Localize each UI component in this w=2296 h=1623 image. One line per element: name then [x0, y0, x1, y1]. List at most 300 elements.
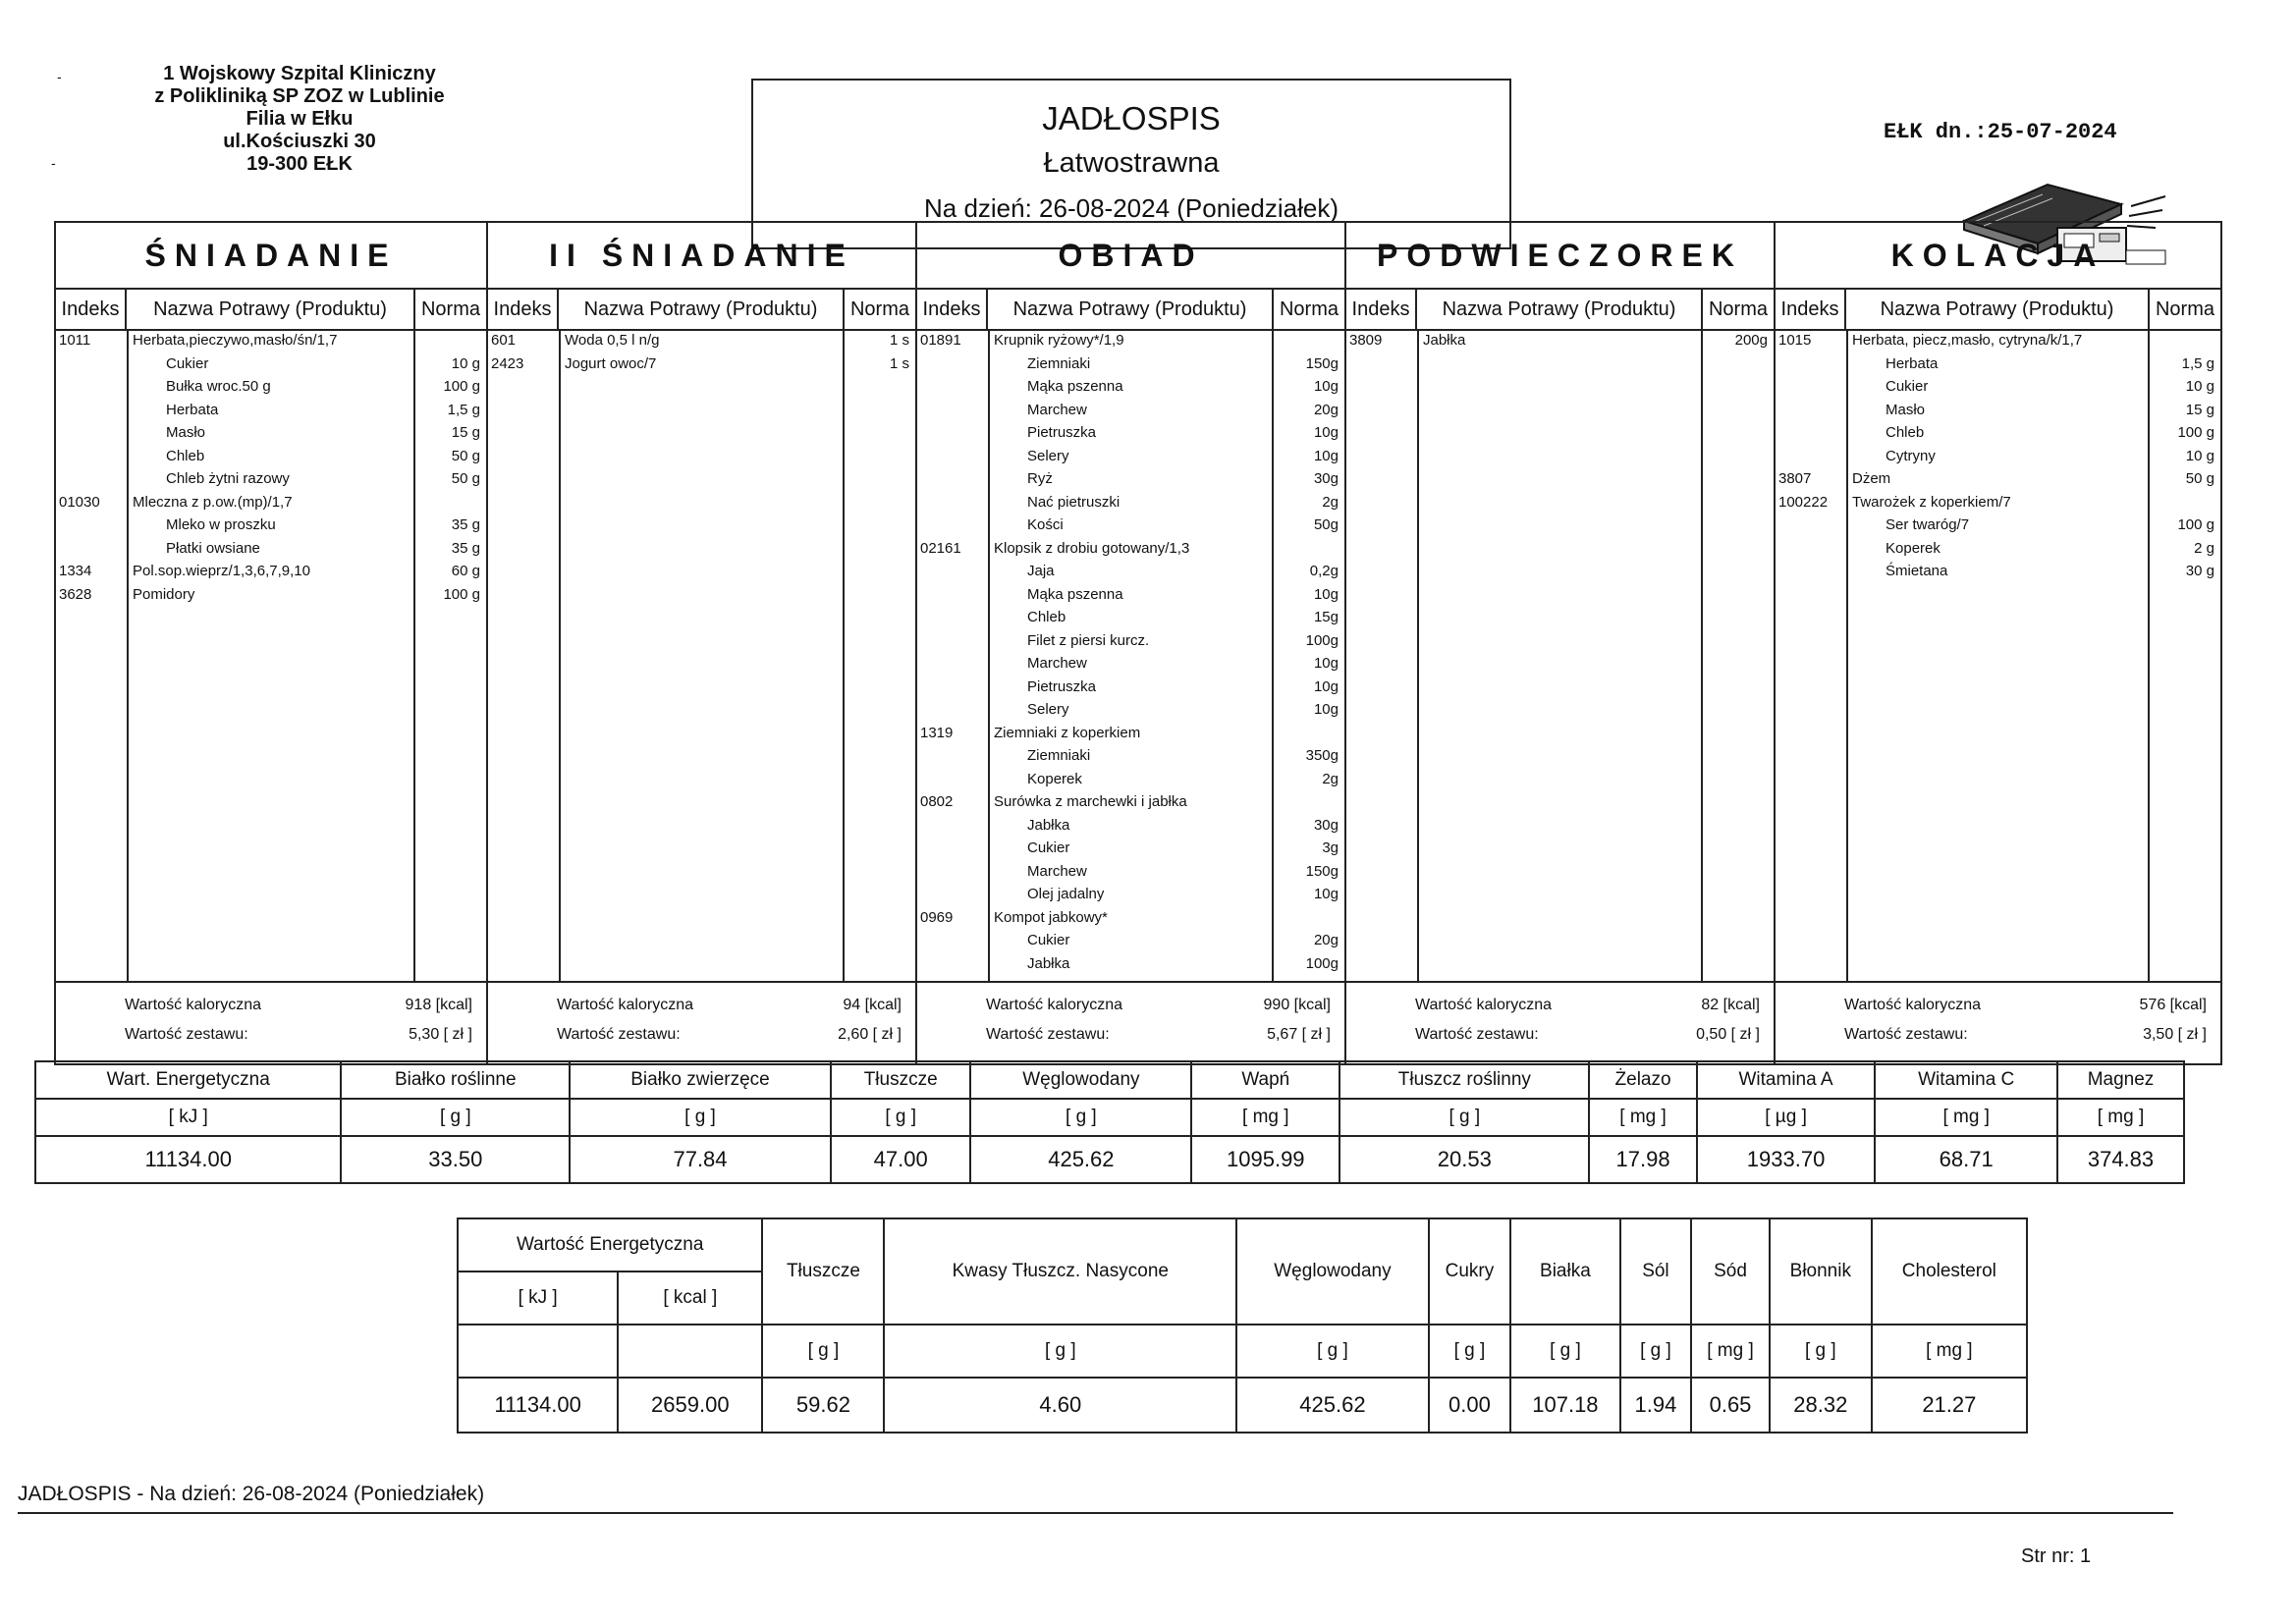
meal-item-row — [917, 329, 1344, 352]
nt1-header: Witamina A — [1697, 1061, 1876, 1099]
nt1-value: 1095.99 — [1191, 1136, 1339, 1183]
item-index: 01030 — [59, 493, 100, 511]
kcal-label: Wartość kaloryczna — [1415, 997, 1552, 1013]
meal-title: II ŚNIADANIE — [488, 223, 915, 290]
meal-item-row — [917, 629, 1344, 653]
nt2-header: Tłuszcze — [762, 1218, 884, 1325]
nt1-value: 20.53 — [1339, 1136, 1589, 1183]
item-norm: 1,5 g — [2181, 354, 2214, 372]
nt2-header: Sód — [1691, 1218, 1770, 1325]
nt1-header: Białko zwierzęce — [570, 1061, 831, 1099]
meal-totals — [1346, 981, 1774, 1063]
meal-item-row — [917, 676, 1344, 699]
item-index — [917, 744, 988, 768]
meal-item-row — [1776, 421, 2220, 445]
item-norm: 1 s — [889, 354, 909, 372]
cost-label: Wartość zestawu: — [557, 1026, 681, 1043]
dish-name: Ziemniaki z koperkiem — [994, 724, 1141, 741]
ingredient-name: Chleb — [1886, 424, 1925, 441]
ingredient-name: Kości — [1027, 516, 1064, 533]
nt1-unit: [ g ] — [341, 1099, 570, 1136]
item-index: 02161 — [920, 539, 961, 557]
item-index — [917, 883, 988, 906]
item-norm: 1,5 g — [447, 401, 480, 418]
item-index: 0802 — [920, 793, 954, 810]
dish-name: Mleczna z p.ow.(mp)/1,7 — [133, 493, 293, 511]
nt2-unit: [ g ] — [1620, 1325, 1691, 1378]
item-norm: 150g — [1305, 354, 1339, 372]
meal-item-row — [56, 537, 486, 561]
item-norm: 350g — [1305, 747, 1339, 764]
ingredient-name: Cukier — [166, 354, 209, 372]
nt2-values — [458, 1378, 2027, 1433]
item-index — [917, 445, 988, 468]
item-norm: 10g — [1313, 378, 1339, 395]
item-index — [917, 467, 988, 491]
meal-item-row — [917, 744, 1344, 768]
nt1-value: 33.50 — [341, 1136, 570, 1183]
ingredient-name: Cytryny — [1886, 447, 1936, 464]
item-norm — [1274, 329, 1344, 352]
footer-divider — [18, 1512, 2173, 1514]
dish-name: Herbata,pieczywo,masło/śn/1,7 — [133, 332, 338, 349]
item-norm — [415, 329, 486, 352]
item-norm: 100 g — [443, 585, 480, 603]
meal-kolacja — [1776, 223, 2220, 1063]
ingredient-name: Cukier — [1027, 839, 1070, 856]
item-index — [917, 629, 988, 653]
ingredient-name: Pietruszka — [1027, 424, 1097, 441]
ingredient-name: Marchew — [1027, 862, 1087, 880]
item-norm: 50 g — [451, 470, 480, 487]
item-norm: 0,2g — [1309, 563, 1339, 579]
nt1-value: 77.84 — [570, 1136, 831, 1183]
ingredient-name: Ziemniaki — [1027, 354, 1091, 372]
item-index — [56, 467, 127, 491]
nt1-header: Węglowodany — [970, 1061, 1191, 1099]
nt2-unit: [ g ] — [1429, 1325, 1510, 1378]
item-norm — [1274, 790, 1344, 814]
item-index: 3807 — [1778, 470, 1812, 487]
meal-totals — [1776, 981, 2220, 1063]
item-norm: 10g — [1313, 655, 1339, 672]
ingredient-name: Cukier — [1886, 378, 1929, 395]
ingredient-name: Marchew — [1027, 401, 1087, 418]
ingredient-name: Herbata — [166, 401, 219, 418]
meal-title: ŚNIADANIE — [56, 223, 486, 290]
item-norm: 2 g — [2194, 539, 2214, 557]
nt1-unit: [ g ] — [970, 1099, 1191, 1136]
item-index — [917, 952, 988, 976]
address-line: 1 Wojskowy Szpital Kliniczny — [163, 63, 436, 84]
meal-item-row — [56, 375, 486, 399]
item-index — [1776, 537, 1846, 561]
meal-title: OBIAD — [917, 223, 1344, 290]
nt2-unit: [ g ] — [1770, 1325, 1872, 1378]
item-index — [917, 491, 988, 514]
dish-name: Krupnik ryżowy*/1,9 — [994, 332, 1124, 349]
column-name: Nazwa Potrawy (Produktu) — [127, 290, 415, 329]
meal-item-row — [917, 537, 1344, 561]
nt2-value: 4.60 — [884, 1378, 1236, 1433]
ingredient-name: Ryż — [1027, 470, 1053, 487]
nt2-headers — [458, 1218, 2027, 1271]
nt2-unit: [ g ] — [1510, 1325, 1620, 1378]
item-norm: 10g — [1313, 886, 1339, 902]
meal-item-row — [917, 514, 1344, 537]
meal-item-row — [917, 375, 1344, 399]
meal-item-row — [1776, 467, 2220, 491]
ingredient-name: Koperek — [1027, 770, 1082, 787]
nt1-unit: [ mg ] — [2057, 1099, 2184, 1136]
item-index: 2423 — [491, 354, 524, 372]
item-norm: 15g — [1313, 609, 1339, 625]
nt2-value: 425.62 — [1236, 1378, 1429, 1433]
cost-value: 0,50 [ zł ] — [1696, 1026, 1760, 1043]
column-index: Indeks — [1346, 290, 1417, 329]
column-index: Indeks — [917, 290, 988, 329]
nt2-value: 0.00 — [1429, 1378, 1510, 1433]
column-norm: Norma — [1708, 298, 1768, 320]
item-norm: 1 s — [889, 332, 909, 349]
column-index: Indeks — [1776, 290, 1846, 329]
nt2-unit: [ mg ] — [1872, 1325, 2027, 1378]
item-norm: 50 g — [451, 447, 480, 464]
address-line: z Polikliniką SP ZOZ w Lublinie — [154, 85, 445, 107]
ingredient-name: Mąka pszenna — [1027, 585, 1123, 603]
ingredient-name: Marchew — [1027, 655, 1087, 672]
item-norm: 100g — [1305, 631, 1339, 649]
meal-totals — [917, 981, 1344, 1063]
meal-item-row — [1776, 399, 2220, 422]
ingredient-name: Jaja — [1027, 563, 1055, 579]
nt2-value: 2659.00 — [618, 1378, 762, 1433]
nt1-unit: [ kJ ] — [35, 1099, 341, 1136]
ingredient-name: Olej jadalny — [1027, 886, 1105, 902]
item-index: 3809 — [1349, 332, 1383, 349]
meal-item-row — [1776, 352, 2220, 376]
meal-item-row — [1776, 445, 2220, 468]
ingredient-name: Jabłka — [1027, 954, 1070, 972]
dish-name: Jogurt owoc/7 — [565, 354, 657, 372]
meal-item-row — [488, 352, 915, 376]
ingredient-name: Bułka wroc.50 g — [166, 378, 271, 395]
item-index — [917, 352, 988, 376]
kcal-value: 82 [kcal] — [1701, 997, 1760, 1013]
kcal-value: 94 [kcal] — [843, 997, 902, 1013]
ingredient-name: Filet z piersi kurcz. — [1027, 631, 1150, 649]
dish-name: Surówka z marchewki i jabłka — [994, 793, 1187, 810]
ingredient-name: Nać pietruszki — [1027, 493, 1121, 511]
nt2-value: 107.18 — [1510, 1378, 1620, 1433]
item-norm: 200g — [1734, 332, 1768, 349]
nutrition-table-daily — [34, 1060, 2185, 1184]
item-norm: 10 g — [2185, 447, 2214, 464]
nt1-unit: [ mg ] — [1589, 1099, 1696, 1136]
nt2-value: 59.62 — [762, 1378, 884, 1433]
item-norm: 15 g — [451, 424, 480, 441]
nt2-value: 11134.00 — [458, 1378, 618, 1433]
meal-item-row — [56, 352, 486, 376]
item-norm: 60 g — [451, 563, 480, 579]
item-norm: 35 g — [451, 539, 480, 557]
item-norm: 30 g — [2185, 563, 2214, 579]
meal-title: PODWIECZOREK — [1346, 223, 1774, 290]
item-norm: 10g — [1313, 701, 1339, 718]
meal-item-row — [56, 329, 486, 352]
nt2-units — [458, 1325, 2027, 1378]
meal-item-row — [56, 514, 486, 537]
meal-item-row — [1776, 560, 2220, 583]
column-name: Nazwa Potrawy (Produktu) — [1846, 290, 2150, 329]
item-norm — [2150, 329, 2220, 352]
item-index — [1776, 352, 1846, 376]
item-norm: 10 g — [451, 354, 480, 372]
nt2-unit: [ kcal ] — [618, 1271, 762, 1325]
item-index — [917, 514, 988, 537]
item-norm: 100 g — [443, 378, 480, 395]
ingredient-name: Mleko w proszku — [166, 516, 276, 533]
ingredient-name: Chleb — [1027, 609, 1066, 625]
meal-item-row — [917, 445, 1344, 468]
item-index — [56, 537, 127, 561]
nt2-value: 1.94 — [1620, 1378, 1691, 1433]
item-index — [917, 837, 988, 860]
ingredient-name: Mąka pszenna — [1027, 378, 1123, 395]
item-index: 0969 — [920, 908, 954, 926]
column-headers — [56, 290, 486, 331]
meal-totals — [488, 981, 915, 1063]
meal-item-row — [56, 421, 486, 445]
nt2-unit: [ kJ ] — [458, 1271, 618, 1325]
nt1-headers — [35, 1061, 2184, 1099]
meal-item-row — [917, 606, 1344, 629]
nt2-header: Węglowodany — [1236, 1218, 1429, 1325]
item-index — [917, 583, 988, 607]
kcal-value: 918 [kcal] — [405, 997, 472, 1013]
nt2-unit: [ g ] — [884, 1325, 1236, 1378]
item-norm: 10g — [1313, 677, 1339, 695]
meal-item-row — [917, 722, 1344, 745]
item-index: 1319 — [920, 724, 954, 741]
nt2-value: 21.27 — [1872, 1378, 2027, 1433]
item-index — [56, 352, 127, 376]
nt2-unit: [ g ] — [1236, 1325, 1429, 1378]
item-index: 1015 — [1778, 332, 1812, 349]
item-norm: 100 g — [2177, 424, 2214, 441]
item-norm: 35 g — [451, 516, 480, 533]
kcal-label: Wartość kaloryczna — [125, 997, 261, 1013]
meal-item-row — [917, 560, 1344, 583]
hospital-address — [123, 63, 476, 176]
meal-item-row — [917, 421, 1344, 445]
meal-title: KOLACJA — [1776, 223, 2220, 290]
item-norm — [2150, 491, 2220, 514]
meal-item-row — [917, 860, 1344, 884]
meal-item-row — [917, 929, 1344, 952]
ingredient-name: Herbata — [1886, 354, 1939, 372]
dish-name: Pomidory — [133, 585, 195, 603]
item-norm: 10g — [1313, 585, 1339, 603]
nt1-unit: [ mg ] — [1875, 1099, 2057, 1136]
meal-item-row — [1776, 514, 2220, 537]
column-norm: Norma — [849, 298, 909, 320]
item-index — [56, 399, 127, 422]
meal-item-row — [917, 352, 1344, 376]
nt1-value: 47.00 — [831, 1136, 971, 1183]
item-norm: 100g — [1305, 954, 1339, 972]
kcal-label: Wartość kaloryczna — [1844, 997, 1981, 1013]
item-index — [1776, 375, 1846, 399]
nt1-value: 68.71 — [1875, 1136, 2057, 1183]
nt1-unit: [ g ] — [1339, 1099, 1589, 1136]
item-norm: 2g — [1322, 770, 1339, 787]
item-index — [56, 375, 127, 399]
meal-item-row — [917, 790, 1344, 814]
nt1-header: Magnez — [2057, 1061, 2184, 1099]
dish-name: Dżem — [1852, 470, 1891, 487]
item-norm — [1274, 537, 1344, 561]
column-headers — [488, 290, 915, 331]
column-name: Nazwa Potrawy (Produktu) — [559, 290, 845, 329]
column-norm: Norma — [1279, 298, 1339, 320]
nt1-unit: [ g ] — [570, 1099, 831, 1136]
column-norm: Norma — [420, 298, 480, 320]
ingredient-name: Cukier — [1027, 932, 1070, 948]
item-index — [1776, 399, 1846, 422]
meal-ii-sniadanie — [488, 223, 917, 1063]
item-index — [1776, 445, 1846, 468]
ingredient-name: Ziemniaki — [1027, 747, 1091, 764]
cost-label: Wartość zestawu: — [1415, 1026, 1539, 1043]
nt2-header: Cukry — [1429, 1218, 1510, 1325]
item-index — [917, 606, 988, 629]
nt1-header: Tłuszcz roślinny — [1339, 1061, 1589, 1099]
nt1-unit: [ mg ] — [1191, 1099, 1339, 1136]
cost-value: 2,60 [ zł ] — [838, 1026, 902, 1043]
item-norm: 100 g — [2177, 516, 2214, 533]
dish-name: Pol.sop.wieprz/1,3,6,7,9,10 — [133, 563, 310, 579]
meal-item-row — [917, 814, 1344, 838]
item-norm: 10 g — [2185, 378, 2214, 395]
diet-name: Łatwostrawna — [1043, 147, 1220, 179]
item-norm: 20g — [1313, 401, 1339, 418]
cost-value: 5,30 [ zł ] — [409, 1026, 472, 1043]
meal-item-row — [1346, 329, 1774, 352]
item-index: 100222 — [1778, 493, 1829, 511]
meal-item-row — [56, 491, 486, 514]
margin-mark: - — [57, 69, 62, 84]
address-line: 19-300 EŁK — [246, 153, 353, 175]
item-norm: 50 g — [2185, 470, 2214, 487]
meal-item-row — [917, 768, 1344, 791]
nt1-values — [35, 1136, 2184, 1183]
item-index: 1334 — [59, 563, 92, 579]
item-norm — [1274, 722, 1344, 745]
meal-item-row — [1776, 375, 2220, 399]
meal-podwieczorek — [1346, 223, 1776, 1063]
meal-item-row — [488, 329, 915, 352]
dish-name: Herbata, piecz,masło, cytryna/k/1,7 — [1852, 332, 2083, 349]
document-title: JADŁOSPIS — [1042, 100, 1221, 136]
item-norm: 10g — [1313, 447, 1339, 464]
meal-item-row — [917, 883, 1344, 906]
meal-item-row — [917, 583, 1344, 607]
meal-item-row — [917, 491, 1344, 514]
ingredient-name: Koperek — [1886, 539, 1941, 557]
ingredient-name: Śmietana — [1886, 563, 1948, 579]
nt1-header: Tłuszcze — [831, 1061, 971, 1099]
menu-date: Na dzień: 26-08-2024 (Poniedziałek) — [923, 193, 1339, 223]
item-norm: 2g — [1322, 493, 1339, 511]
meal-item-row — [917, 698, 1344, 722]
item-index — [917, 768, 988, 791]
meal-item-row — [1776, 537, 2220, 561]
item-index — [917, 421, 988, 445]
cost-value: 3,50 [ zł ] — [2143, 1026, 2207, 1043]
cost-label: Wartość zestawu: — [986, 1026, 1110, 1043]
nt2-header: Wartość Energetyczna — [458, 1218, 762, 1271]
item-index: 01891 — [920, 332, 961, 349]
ingredient-name: Selery — [1027, 447, 1069, 464]
meal-item-row — [56, 560, 486, 583]
meal-items — [917, 329, 1344, 983]
nutrition-table-summary — [457, 1217, 2028, 1434]
cost-value: 5,67 [ zł ] — [1267, 1026, 1331, 1043]
column-name: Nazwa Potrawy (Produktu) — [988, 290, 1274, 329]
nt2-header: Sól — [1620, 1218, 1691, 1325]
nt1-header: Białko roślinne — [341, 1061, 570, 1099]
nt1-unit: [ g ] — [831, 1099, 971, 1136]
address-line: Filia w Ełku — [246, 108, 354, 130]
ingredient-name: Płatki owsiane — [166, 539, 260, 557]
nt2-header: Kwasy Tłuszcz. Nasycone — [884, 1218, 1236, 1325]
item-index — [917, 814, 988, 838]
meal-item-row — [917, 837, 1344, 860]
meal-item-row — [917, 467, 1344, 491]
item-index — [1776, 560, 1846, 583]
nt2-unit — [618, 1325, 762, 1378]
item-index — [917, 399, 988, 422]
nt2-value: 28.32 — [1770, 1378, 1872, 1433]
item-index — [1776, 514, 1846, 537]
item-norm: 10g — [1313, 424, 1339, 441]
meal-item-row — [917, 906, 1344, 930]
meal-item-row — [1776, 491, 2220, 514]
nt1-value: 425.62 — [970, 1136, 1191, 1183]
column-index: Indeks — [488, 290, 559, 329]
nt2-header: Białka — [1510, 1218, 1620, 1325]
nt2-header: Cholesterol — [1872, 1218, 2027, 1325]
meal-item-row — [917, 399, 1344, 422]
item-index — [917, 375, 988, 399]
ingredient-name: Masło — [166, 424, 206, 441]
item-norm: 3g — [1322, 839, 1339, 856]
item-index — [917, 698, 988, 722]
menu-grid — [54, 221, 2222, 1065]
nt1-header: Żelazo — [1589, 1061, 1696, 1099]
issue-date: EŁK dn.:25-07-2024 — [1884, 120, 2117, 144]
meal-totals — [56, 981, 486, 1063]
meal-item-row — [56, 467, 486, 491]
nt2-unit: [ g ] — [762, 1325, 884, 1378]
item-index — [917, 652, 988, 676]
ingredient-name: Ser twaróg/7 — [1886, 516, 1970, 533]
meal-item-row — [56, 399, 486, 422]
meal-item-row — [56, 445, 486, 468]
nt2-unit: [ mg ] — [1691, 1325, 1770, 1378]
ingredient-name: Pietruszka — [1027, 677, 1097, 695]
